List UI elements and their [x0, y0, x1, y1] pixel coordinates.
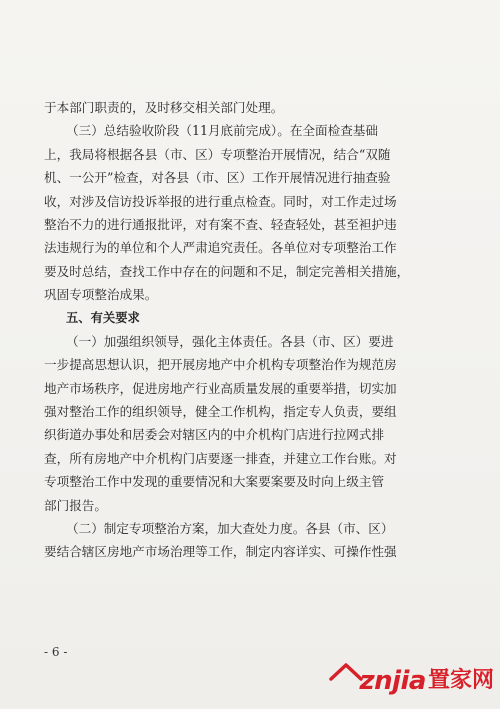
text-line: （一）加强组织领导，强化主体责任。各县（市、区）要进 [66, 333, 394, 349]
text-line: 地产市场秩序，促进房地产行业高质量发展的重要举措，切实加 [44, 380, 397, 396]
text-line: 上，我局将根据各县（市、区）专项整治开展情况，结合“双随 [44, 146, 391, 162]
text-line: 巩固专项整治成果。 [44, 287, 158, 303]
text-line: 法违规行为的单位和个人严肃追究责任。各单位对专项整治工作 [44, 240, 397, 256]
page-number: - 6 - [44, 645, 68, 659]
text-line: 整治不力的进行通报批评，对有案不查、轻查轻处，甚至袒护违 [44, 216, 397, 232]
text-line: 要及时总结，查找工作中存在的问题和不足，制定完善相关措施， [44, 263, 410, 279]
text-line: 查，所有房地产中介机构门店要逐一排查，并建立工作台账。对 [44, 450, 397, 466]
text-line: 强对整治工作的组织领导，健全工作机构，指定专人负责，要组 [44, 404, 397, 420]
text-line: 专项整治工作中发现的重要情况和大案要案要及时向上级主管 [44, 474, 385, 490]
document-body [44, 96, 456, 564]
site-watermark [308, 659, 494, 703]
text-line: 于本部门职责的，及时移交相关部门处理。 [44, 100, 284, 115]
text-line: 收，对涉及信访投诉举报的进行重点检查。同时，对工作走过场 [44, 193, 397, 209]
text-line: 部门报告。 [44, 497, 107, 513]
section-heading: 五、有关要求 [66, 310, 140, 325]
text-line: 一步提高思想认识，把开展房地产中介机构专项整治作为规范房 [44, 357, 397, 373]
watermark-site-name: 置家网 [427, 668, 494, 693]
text-line: 要结合辖区房地产市场治理等工作，制定内容详实、可操作性强 [44, 544, 397, 560]
text-line: 织街道办事处和居委会对辖区内的中介机构门店进行拉网式排 [44, 427, 385, 443]
text-line: （二）制定专项整治方案，加大查处力度。各县（市、区） [66, 521, 394, 537]
text-line: （三）总结验收阶段（11月底前完成）。在全面检查基础 [66, 123, 378, 139]
text-line: 机、一公开”检查，对各县（市、区）工作开展情况进行抽查验 [44, 170, 391, 186]
watermark-logo: znjia [359, 666, 426, 696]
